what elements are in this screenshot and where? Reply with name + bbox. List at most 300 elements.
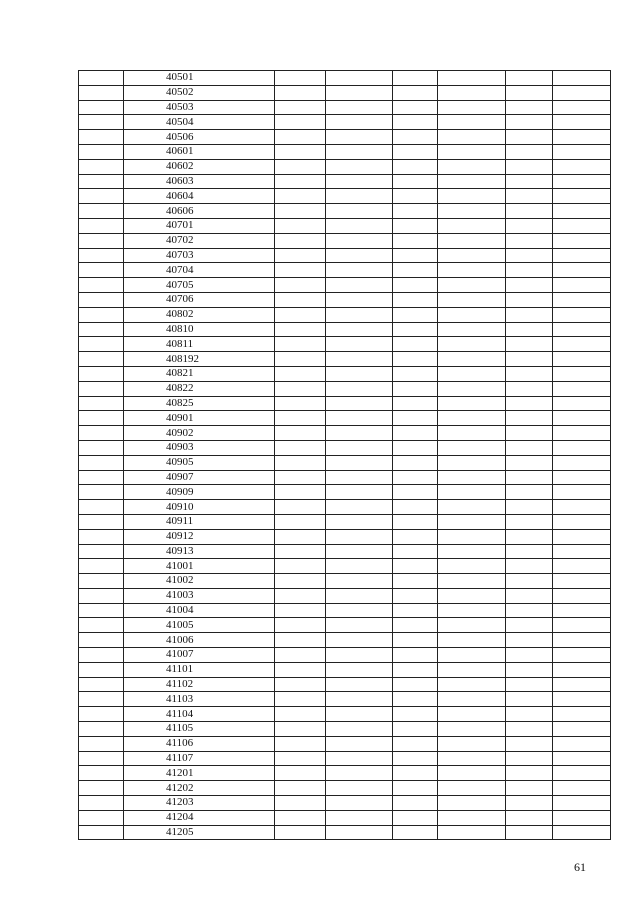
empty-cell — [79, 633, 124, 648]
account-code-cell: 40502 — [124, 85, 275, 100]
account-code-cell: 40811 — [124, 337, 275, 352]
empty-cell — [275, 544, 326, 559]
empty-cell — [275, 781, 326, 796]
empty-cell — [326, 662, 393, 677]
account-code-cell: 41104 — [124, 707, 275, 722]
empty-cell — [553, 100, 611, 115]
empty-cell — [393, 500, 438, 515]
empty-cell — [79, 648, 124, 663]
empty-cell — [275, 71, 326, 86]
empty-cell — [275, 500, 326, 515]
table-row — [79, 500, 611, 515]
empty-cell — [553, 707, 611, 722]
empty-cell — [393, 85, 438, 100]
empty-cell — [79, 722, 124, 737]
account-code-cell: 40706 — [124, 292, 275, 307]
empty-cell — [79, 692, 124, 707]
table-row — [79, 707, 611, 722]
empty-cell — [326, 751, 393, 766]
empty-cell — [79, 71, 124, 86]
table-row — [79, 618, 611, 633]
empty-cell — [553, 633, 611, 648]
empty-cell — [275, 440, 326, 455]
empty-cell — [553, 810, 611, 825]
empty-cell — [438, 648, 506, 663]
empty-cell — [393, 130, 438, 145]
empty-cell — [438, 115, 506, 130]
empty-cell — [506, 810, 553, 825]
account-code-cell: 40701 — [124, 218, 275, 233]
empty-cell — [438, 781, 506, 796]
empty-cell — [553, 618, 611, 633]
empty-cell — [79, 470, 124, 485]
empty-cell — [326, 71, 393, 86]
empty-cell — [438, 500, 506, 515]
empty-cell — [275, 559, 326, 574]
empty-cell — [553, 500, 611, 515]
empty-cell — [506, 174, 553, 189]
empty-cell — [393, 559, 438, 574]
empty-cell — [326, 529, 393, 544]
empty-cell — [79, 174, 124, 189]
empty-cell — [506, 633, 553, 648]
empty-cell — [79, 189, 124, 204]
empty-cell — [79, 352, 124, 367]
empty-cell — [393, 485, 438, 500]
empty-cell — [275, 307, 326, 322]
account-code-cell: 40603 — [124, 174, 275, 189]
empty-cell — [275, 485, 326, 500]
empty-cell — [553, 426, 611, 441]
empty-cell — [326, 189, 393, 204]
empty-cell — [79, 278, 124, 293]
table-row — [79, 263, 611, 278]
account-code-cell: 41204 — [124, 810, 275, 825]
empty-cell — [79, 707, 124, 722]
empty-cell — [275, 85, 326, 100]
empty-cell — [506, 529, 553, 544]
empty-cell — [326, 396, 393, 411]
empty-cell — [506, 115, 553, 130]
table-row — [79, 426, 611, 441]
account-code-cell: 41202 — [124, 781, 275, 796]
empty-cell — [553, 352, 611, 367]
account-code-cell: 40810 — [124, 322, 275, 337]
empty-cell — [506, 144, 553, 159]
table-row — [79, 588, 611, 603]
table-row — [79, 796, 611, 811]
empty-cell — [438, 189, 506, 204]
empty-cell — [553, 825, 611, 840]
empty-cell — [275, 366, 326, 381]
table-row — [79, 722, 611, 737]
empty-cell — [275, 411, 326, 426]
empty-cell — [326, 278, 393, 293]
page-number: 61 — [574, 860, 586, 874]
empty-cell — [438, 159, 506, 174]
empty-cell — [393, 633, 438, 648]
empty-cell — [553, 130, 611, 145]
empty-cell — [438, 174, 506, 189]
empty-cell — [553, 736, 611, 751]
empty-cell — [326, 337, 393, 352]
empty-cell — [79, 440, 124, 455]
empty-cell — [553, 322, 611, 337]
empty-cell — [438, 396, 506, 411]
account-code-cell: 40907 — [124, 470, 275, 485]
empty-cell — [79, 810, 124, 825]
empty-cell — [506, 204, 553, 219]
empty-cell — [275, 648, 326, 663]
empty-cell — [79, 618, 124, 633]
empty-cell — [506, 618, 553, 633]
empty-cell — [506, 218, 553, 233]
empty-cell — [438, 440, 506, 455]
empty-cell — [393, 825, 438, 840]
empty-cell — [393, 204, 438, 219]
account-code-cell: 40501 — [124, 71, 275, 86]
empty-cell — [393, 603, 438, 618]
empty-cell — [326, 455, 393, 470]
table-row — [79, 514, 611, 529]
empty-cell — [393, 174, 438, 189]
table-row — [79, 337, 611, 352]
empty-cell — [275, 692, 326, 707]
empty-cell — [506, 366, 553, 381]
empty-cell — [393, 352, 438, 367]
empty-cell — [553, 796, 611, 811]
empty-cell — [275, 100, 326, 115]
empty-cell — [553, 648, 611, 663]
empty-cell — [553, 588, 611, 603]
empty-cell — [506, 574, 553, 589]
empty-cell — [553, 485, 611, 500]
empty-cell — [506, 514, 553, 529]
empty-cell — [275, 633, 326, 648]
empty-cell — [553, 440, 611, 455]
empty-cell — [326, 411, 393, 426]
empty-cell — [79, 766, 124, 781]
table-row — [79, 662, 611, 677]
empty-cell — [393, 292, 438, 307]
empty-cell — [393, 736, 438, 751]
empty-cell — [553, 144, 611, 159]
empty-cell — [326, 115, 393, 130]
account-code-cell: 41107 — [124, 751, 275, 766]
empty-cell — [506, 677, 553, 692]
empty-cell — [326, 648, 393, 663]
empty-cell — [79, 204, 124, 219]
table-row — [79, 736, 611, 751]
empty-cell — [79, 574, 124, 589]
empty-cell — [326, 263, 393, 278]
table-row — [79, 633, 611, 648]
empty-cell — [79, 218, 124, 233]
table-row — [79, 603, 611, 618]
empty-cell — [438, 85, 506, 100]
account-code-cell: 40802 — [124, 307, 275, 322]
empty-cell — [553, 766, 611, 781]
empty-cell — [275, 736, 326, 751]
account-code-cell: 40704 — [124, 263, 275, 278]
empty-cell — [438, 130, 506, 145]
empty-cell — [393, 71, 438, 86]
empty-cell — [438, 588, 506, 603]
empty-cell — [506, 736, 553, 751]
empty-cell — [275, 396, 326, 411]
empty-cell — [79, 100, 124, 115]
empty-cell — [393, 100, 438, 115]
empty-cell — [79, 292, 124, 307]
empty-cell — [438, 71, 506, 86]
empty-cell — [326, 218, 393, 233]
account-code-cell: 40825 — [124, 396, 275, 411]
empty-cell — [553, 337, 611, 352]
empty-cell — [275, 825, 326, 840]
empty-cell — [79, 85, 124, 100]
empty-cell — [326, 174, 393, 189]
empty-cell — [553, 677, 611, 692]
empty-cell — [393, 248, 438, 263]
empty-cell — [275, 189, 326, 204]
table-row — [79, 130, 611, 145]
table-row — [79, 218, 611, 233]
empty-cell — [275, 381, 326, 396]
empty-cell — [79, 144, 124, 159]
empty-cell — [438, 722, 506, 737]
empty-cell — [393, 574, 438, 589]
empty-cell — [393, 751, 438, 766]
account-code-cell: 41005 — [124, 618, 275, 633]
empty-cell — [79, 159, 124, 174]
empty-cell — [553, 248, 611, 263]
empty-cell — [393, 278, 438, 293]
empty-cell — [553, 603, 611, 618]
table-row — [79, 677, 611, 692]
empty-cell — [79, 233, 124, 248]
table-row — [79, 115, 611, 130]
empty-cell — [326, 500, 393, 515]
empty-cell — [438, 618, 506, 633]
empty-cell — [438, 544, 506, 559]
empty-cell — [506, 263, 553, 278]
table-row — [79, 189, 611, 204]
ledger-table — [78, 70, 611, 840]
empty-cell — [326, 677, 393, 692]
empty-cell — [438, 514, 506, 529]
empty-cell — [393, 529, 438, 544]
account-code-cell: 40705 — [124, 278, 275, 293]
empty-cell — [506, 603, 553, 618]
empty-cell — [393, 677, 438, 692]
empty-cell — [506, 411, 553, 426]
empty-cell — [326, 85, 393, 100]
empty-cell — [553, 307, 611, 322]
empty-cell — [506, 588, 553, 603]
empty-cell — [393, 692, 438, 707]
empty-cell — [275, 130, 326, 145]
empty-cell — [275, 677, 326, 692]
table-row — [79, 648, 611, 663]
table-row — [79, 381, 611, 396]
empty-cell — [506, 796, 553, 811]
empty-cell — [275, 618, 326, 633]
empty-cell — [393, 618, 438, 633]
empty-cell — [506, 544, 553, 559]
empty-cell — [275, 707, 326, 722]
table-row — [79, 248, 611, 263]
empty-cell — [438, 751, 506, 766]
empty-cell — [553, 529, 611, 544]
empty-cell — [553, 722, 611, 737]
empty-cell — [438, 677, 506, 692]
table-row — [79, 159, 611, 174]
empty-cell — [393, 307, 438, 322]
empty-cell — [275, 322, 326, 337]
empty-cell — [79, 426, 124, 441]
account-code-cell: 408192 — [124, 352, 275, 367]
empty-cell — [326, 426, 393, 441]
table-row — [79, 292, 611, 307]
empty-cell — [438, 381, 506, 396]
empty-cell — [326, 692, 393, 707]
empty-cell — [275, 796, 326, 811]
empty-cell — [438, 633, 506, 648]
empty-cell — [275, 751, 326, 766]
empty-cell — [553, 574, 611, 589]
empty-cell — [553, 366, 611, 381]
empty-cell — [326, 722, 393, 737]
account-code-cell: 40702 — [124, 233, 275, 248]
empty-cell — [326, 603, 393, 618]
table-row — [79, 174, 611, 189]
table-row — [79, 470, 611, 485]
table-row — [79, 781, 611, 796]
empty-cell — [393, 470, 438, 485]
empty-cell — [506, 500, 553, 515]
empty-cell — [553, 263, 611, 278]
empty-cell — [326, 352, 393, 367]
empty-cell — [79, 366, 124, 381]
table-row — [79, 352, 611, 367]
empty-cell — [553, 278, 611, 293]
empty-cell — [79, 411, 124, 426]
empty-cell — [438, 292, 506, 307]
empty-cell — [506, 485, 553, 500]
empty-cell — [438, 144, 506, 159]
account-code-cell: 40503 — [124, 100, 275, 115]
empty-cell — [275, 144, 326, 159]
empty-cell — [506, 470, 553, 485]
empty-cell — [275, 115, 326, 130]
empty-cell — [393, 648, 438, 663]
table-row — [79, 455, 611, 470]
empty-cell — [275, 766, 326, 781]
empty-cell — [79, 500, 124, 515]
empty-cell — [438, 322, 506, 337]
empty-cell — [275, 455, 326, 470]
empty-cell — [79, 130, 124, 145]
empty-cell — [326, 736, 393, 751]
account-code-cell: 41105 — [124, 722, 275, 737]
account-code-cell: 40822 — [124, 381, 275, 396]
empty-cell — [393, 766, 438, 781]
empty-cell — [438, 736, 506, 751]
account-code-cell: 41007 — [124, 648, 275, 663]
empty-cell — [438, 248, 506, 263]
empty-cell — [506, 648, 553, 663]
empty-cell — [275, 514, 326, 529]
empty-cell — [326, 766, 393, 781]
empty-cell — [79, 781, 124, 796]
empty-cell — [79, 322, 124, 337]
empty-cell — [79, 337, 124, 352]
empty-cell — [326, 544, 393, 559]
empty-cell — [326, 292, 393, 307]
empty-cell — [393, 810, 438, 825]
account-code-cell: 40911 — [124, 514, 275, 529]
table-row — [79, 100, 611, 115]
empty-cell — [506, 662, 553, 677]
account-code-cell: 40604 — [124, 189, 275, 204]
empty-cell — [553, 189, 611, 204]
table-row — [79, 85, 611, 100]
empty-cell — [438, 766, 506, 781]
empty-cell — [438, 692, 506, 707]
empty-cell — [79, 588, 124, 603]
account-code-cell: 41001 — [124, 559, 275, 574]
empty-cell — [275, 233, 326, 248]
empty-cell — [326, 633, 393, 648]
empty-cell — [393, 381, 438, 396]
empty-cell — [79, 751, 124, 766]
empty-cell — [553, 411, 611, 426]
empty-cell — [393, 544, 438, 559]
empty-cell — [326, 574, 393, 589]
empty-cell — [506, 248, 553, 263]
empty-cell — [393, 514, 438, 529]
empty-cell — [438, 426, 506, 441]
table-row — [79, 71, 611, 86]
empty-cell — [553, 381, 611, 396]
table-row — [79, 322, 611, 337]
empty-cell — [326, 440, 393, 455]
table-row — [79, 307, 611, 322]
empty-cell — [438, 825, 506, 840]
empty-cell — [326, 825, 393, 840]
empty-cell — [438, 352, 506, 367]
empty-cell — [506, 692, 553, 707]
account-code-cell: 40903 — [124, 440, 275, 455]
empty-cell — [506, 455, 553, 470]
empty-cell — [326, 485, 393, 500]
empty-cell — [438, 307, 506, 322]
table-row — [79, 278, 611, 293]
empty-cell — [326, 618, 393, 633]
empty-cell — [326, 781, 393, 796]
empty-cell — [79, 603, 124, 618]
empty-cell — [393, 159, 438, 174]
empty-cell — [326, 233, 393, 248]
empty-cell — [553, 455, 611, 470]
account-code-cell: 41103 — [124, 692, 275, 707]
table-body — [79, 71, 611, 840]
empty-cell — [553, 174, 611, 189]
table-row — [79, 751, 611, 766]
empty-cell — [393, 366, 438, 381]
empty-cell — [506, 233, 553, 248]
empty-cell — [393, 722, 438, 737]
